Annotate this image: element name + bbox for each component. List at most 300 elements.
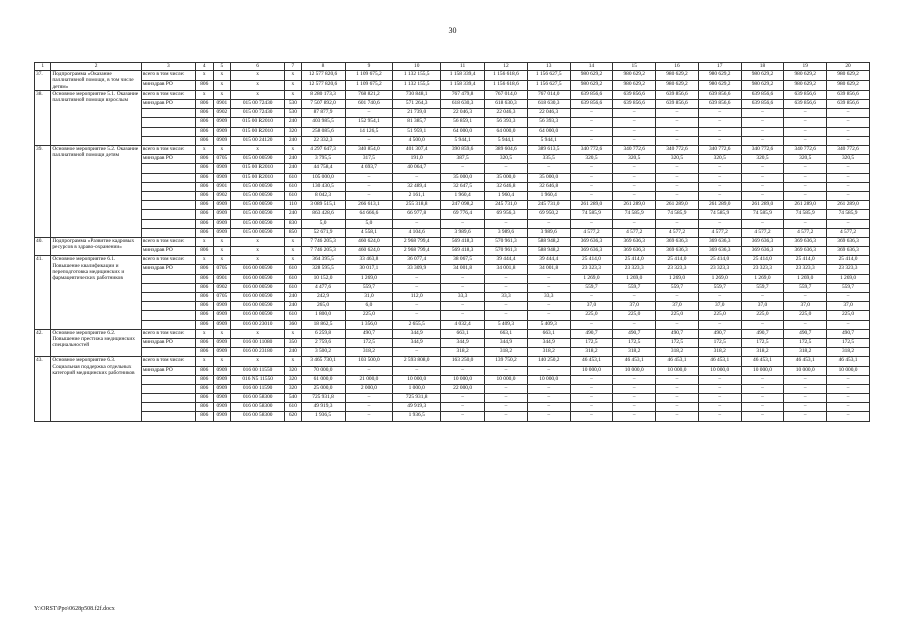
value-cell: 172,5 — [613, 338, 656, 347]
value-cell: 806 — [195, 136, 213, 145]
value-cell: 369 636,3 — [613, 237, 656, 246]
value-cell: 4 577,2 — [656, 228, 699, 237]
value-cell: 369 636,3 — [784, 237, 827, 246]
value-cell: 639 856,6 — [784, 90, 827, 99]
value-cell: – — [741, 375, 784, 384]
value-cell: 015 00 R2010 — [231, 173, 285, 182]
value-cell: 225,0 — [784, 311, 827, 320]
value-cell: 23 323,3 — [698, 265, 741, 274]
value-cell: 344,9 — [441, 338, 485, 347]
value-cell: 0909 — [213, 366, 231, 375]
value-cell: 806 — [195, 265, 213, 274]
value-cell: 340 772,6 — [698, 146, 741, 155]
program-title: Основное мероприятие 5.1. Оказание паллиативной помощи взрослым — [51, 90, 142, 145]
table-row — [35, 219, 870, 228]
value-cell: – — [784, 412, 827, 421]
value-cell: 015 00 00590 — [231, 219, 285, 228]
value-cell: 4 577,2 — [698, 228, 741, 237]
value-cell: – — [741, 293, 784, 302]
value-cell: 110 — [285, 201, 301, 210]
value-cell: 1 960,4 — [527, 191, 570, 200]
value-cell: x — [285, 71, 301, 81]
value-cell: 2 000,0 — [345, 384, 393, 393]
value-cell: – — [827, 109, 870, 118]
value-cell: 317,5 — [345, 155, 393, 164]
value-cell: – — [613, 219, 656, 228]
value-cell: – — [485, 403, 528, 412]
value-cell: 1 109 675,2 — [345, 71, 393, 81]
value-cell: – — [613, 136, 656, 145]
value-cell: 980 629,2 — [784, 71, 827, 81]
table-row — [35, 403, 870, 412]
value-cell: x — [285, 329, 301, 338]
value-cell: 620 — [285, 412, 301, 421]
value-cell: – — [613, 384, 656, 393]
value-cell: – — [345, 412, 393, 421]
value-cell: 490,7 — [656, 329, 699, 338]
value-cell: 74 585,9 — [656, 210, 699, 219]
value-cell: 5,0 — [345, 219, 393, 228]
value-cell: 806 — [195, 191, 213, 200]
value-cell: 0909 — [213, 201, 231, 210]
executor-cell: всего в том числе: — [141, 357, 195, 366]
value-cell: – — [485, 283, 528, 292]
value-cell: 863 428,6 — [301, 210, 345, 219]
value-cell: – — [656, 293, 699, 302]
value-cell: 33 463,8 — [345, 256, 393, 265]
row-number: 40. — [35, 237, 51, 255]
value-cell: 33 309,9 — [393, 265, 441, 274]
value-cell: 23 323,3 — [741, 265, 784, 274]
value-cell: 247 098,2 — [441, 201, 485, 210]
column-number: 17 — [698, 63, 741, 71]
value-cell: 639 856,6 — [613, 90, 656, 99]
value-cell: – — [784, 109, 827, 118]
value-cell: x — [231, 146, 285, 155]
value-cell: 240 — [285, 302, 301, 311]
value-cell: 22 000,0 — [441, 384, 485, 393]
value-cell: 389 604,6 — [485, 146, 528, 155]
value-cell: 806 — [195, 80, 213, 90]
executor-cell — [141, 403, 195, 412]
value-cell: – — [570, 394, 613, 403]
value-cell: 571 264,3 — [393, 100, 441, 109]
value-cell: – — [393, 348, 441, 357]
table-row — [35, 375, 870, 384]
executor-cell — [141, 164, 195, 173]
value-cell: – — [656, 320, 699, 329]
value-cell: 225,0 — [345, 311, 393, 320]
value-cell: – — [698, 403, 741, 412]
value-cell: 320,5 — [613, 155, 656, 164]
value-cell: 806 — [195, 247, 213, 256]
value-cell: – — [393, 274, 441, 283]
value-cell: – — [485, 384, 528, 393]
table-row — [35, 384, 870, 393]
value-cell: x — [213, 237, 231, 246]
value-cell: 610 — [285, 403, 301, 412]
value-cell: – — [698, 173, 741, 182]
value-cell: – — [741, 403, 784, 412]
value-cell: 730 848,1 — [393, 90, 441, 99]
table-row — [35, 201, 870, 210]
value-cell: 015 00 00590 — [231, 155, 285, 164]
value-cell: 23 323,3 — [827, 265, 870, 274]
value-cell: 806 — [195, 274, 213, 283]
program-title: Основное мероприятие 6.2. Повышение престижа медицинских специальностей — [51, 329, 142, 357]
value-cell: 015 00 00590 — [231, 210, 285, 219]
value-cell: – — [441, 311, 485, 320]
value-cell: 559,7 — [698, 283, 741, 292]
value-cell: 767 014,0 — [527, 90, 570, 99]
value-cell: 261 289,0 — [570, 201, 613, 210]
value-cell: – — [741, 164, 784, 173]
value-cell: 980 629,2 — [570, 80, 613, 90]
table-row — [35, 283, 870, 292]
value-cell: x — [285, 357, 301, 366]
value-cell: 0902 — [213, 191, 231, 200]
value-cell: 540 — [285, 394, 301, 403]
value-cell: 318,2 — [656, 348, 699, 357]
value-cell: 369 636,3 — [698, 247, 741, 256]
value-cell: 12 577 820,6 — [301, 71, 345, 81]
value-cell: – — [527, 274, 570, 283]
value-cell: 10 000,0 — [393, 375, 441, 384]
value-cell: 318,2 — [570, 348, 613, 357]
value-cell: 639 856,6 — [656, 90, 699, 99]
value-cell: 172,5 — [827, 338, 870, 347]
value-cell: 225,0 — [613, 311, 656, 320]
value-cell: 49 919,3 — [301, 403, 345, 412]
table-row — [35, 265, 870, 274]
value-cell: 74 585,9 — [570, 210, 613, 219]
value-cell: – — [441, 283, 485, 292]
value-cell: 261 289,0 — [827, 201, 870, 210]
value-cell: – — [827, 219, 870, 228]
value-cell: 639 856,6 — [784, 100, 827, 109]
value-cell: 1 156 618,6 — [485, 71, 528, 81]
executor-cell: минздрав РО — [141, 265, 195, 274]
value-cell: 490,7 — [613, 329, 656, 338]
page-number: 30 — [448, 26, 457, 35]
value-cell: x — [231, 80, 285, 90]
value-cell: 32 646,8 — [485, 182, 528, 191]
value-cell: 32 646,8 — [527, 182, 570, 191]
value-cell: 34 001,8 — [527, 265, 570, 274]
value-cell: – — [393, 366, 441, 375]
value-cell: 980 629,2 — [698, 80, 741, 90]
value-cell: 015 00 R2010 — [231, 127, 285, 136]
value-cell: 1 132 155,5 — [393, 71, 441, 81]
table-row — [35, 71, 870, 81]
value-cell: 87 877,9 — [301, 109, 345, 118]
value-cell: – — [570, 412, 613, 421]
value-cell: 016 00 58300 — [231, 412, 285, 421]
value-cell: 015 00 00590 — [231, 228, 285, 237]
column-number: 8 — [301, 63, 345, 71]
value-cell: 36 077,4 — [393, 256, 441, 265]
value-cell: – — [827, 182, 870, 191]
value-cell: 0909 — [213, 384, 231, 393]
value-cell: – — [698, 118, 741, 127]
table-row — [35, 210, 870, 219]
table-row — [35, 127, 870, 136]
row-number: 38. — [35, 90, 51, 145]
value-cell: 34 001,8 — [485, 265, 528, 274]
executor-cell — [141, 311, 195, 320]
value-cell: 4 577,2 — [570, 228, 613, 237]
value-cell: – — [485, 219, 528, 228]
value-cell: 265,0 — [301, 302, 345, 311]
value-cell: 559,7 — [741, 283, 784, 292]
value-cell: 10 000,0 — [741, 366, 784, 375]
value-cell: – — [827, 403, 870, 412]
value-cell: – — [656, 127, 699, 136]
value-cell: 0909 — [213, 164, 231, 173]
value-cell: 10 000,0 — [656, 366, 699, 375]
value-cell: – — [485, 302, 528, 311]
value-cell: 64 000,0 — [485, 127, 528, 136]
executor-cell — [141, 228, 195, 237]
value-cell: – — [345, 366, 393, 375]
executor-cell: всего в том числе: — [141, 256, 195, 265]
value-cell: – — [698, 127, 741, 136]
value-cell: – — [784, 136, 827, 145]
value-cell: 0909 — [213, 127, 231, 136]
value-cell: 240 — [285, 118, 301, 127]
value-cell: 340 772,6 — [570, 146, 613, 155]
value-cell: 980 629,2 — [741, 71, 784, 81]
value-cell: 40 064,7 — [393, 164, 441, 173]
value-cell: 0909 — [213, 302, 231, 311]
table-row — [35, 118, 870, 127]
value-cell: 320,5 — [741, 155, 784, 164]
value-cell: 2 968 799,4 — [393, 247, 441, 256]
table-row — [35, 256, 870, 265]
value-cell: 369 636,3 — [698, 237, 741, 246]
value-cell: 245 731,0 — [485, 201, 528, 210]
value-cell: 344,9 — [485, 338, 528, 347]
value-cell: 35 000,0 — [441, 173, 485, 182]
value-cell: – — [570, 164, 613, 173]
value-cell: 335,5 — [527, 155, 570, 164]
executor-cell — [141, 320, 195, 329]
value-cell: 401 307,4 — [393, 146, 441, 155]
value-cell: 015 00 00590 — [231, 191, 285, 200]
value-cell: 240 — [285, 164, 301, 173]
value-cell: 369 636,3 — [741, 247, 784, 256]
value-cell: 490,7 — [570, 329, 613, 338]
value-cell: 35 000,0 — [527, 173, 570, 182]
value-cell: – — [827, 384, 870, 393]
value-cell: 139 750,2 — [485, 357, 528, 366]
value-cell: 0902 — [213, 109, 231, 118]
table-row — [35, 136, 870, 145]
value-cell: x — [285, 247, 301, 256]
value-cell: 130 430,5 — [301, 182, 345, 191]
value-cell: 51 959,1 — [393, 127, 441, 136]
executor-cell — [141, 201, 195, 210]
table-row — [35, 164, 870, 173]
value-cell: 0901 — [213, 274, 231, 283]
value-cell: 140 250,2 — [527, 357, 570, 366]
value-cell: 015 00 00590 — [231, 201, 285, 210]
value-cell: 5 944,1 — [485, 136, 528, 145]
value-cell: – — [741, 384, 784, 393]
table-row — [35, 338, 870, 347]
value-cell: – — [656, 191, 699, 200]
value-cell: – — [741, 127, 784, 136]
value-cell: x — [213, 71, 231, 81]
value-cell: – — [345, 136, 393, 145]
table-row — [35, 274, 870, 283]
value-cell: 016 00 11590 — [231, 384, 285, 393]
value-cell: – — [441, 412, 485, 421]
value-cell: – — [656, 403, 699, 412]
value-cell: – — [827, 293, 870, 302]
value-cell: 74 585,9 — [827, 210, 870, 219]
value-cell: 369 636,3 — [570, 247, 613, 256]
executor-cell: минздрав РО — [141, 338, 195, 347]
value-cell: 37,0 — [827, 302, 870, 311]
value-cell: – — [393, 283, 441, 292]
value-cell: 33,3 — [441, 293, 485, 302]
value-cell: 0705 — [213, 293, 231, 302]
value-cell: 588 948,2 — [527, 237, 570, 246]
value-cell: 369 636,3 — [827, 247, 870, 256]
value-cell: – — [656, 173, 699, 182]
value-cell: – — [441, 164, 485, 173]
value-cell: 225,0 — [698, 311, 741, 320]
value-cell: 369 636,3 — [613, 247, 656, 256]
value-cell: 32 647,5 — [441, 182, 485, 191]
value-cell: – — [827, 136, 870, 145]
value-cell: – — [570, 173, 613, 182]
value-cell: 806 — [195, 100, 213, 109]
value-cell: 390 859,6 — [441, 146, 485, 155]
value-cell: 015 00 24120 — [231, 136, 285, 145]
value-cell: 403 985,5 — [301, 118, 345, 127]
value-cell: 172,5 — [570, 338, 613, 347]
executor-cell — [141, 219, 195, 228]
value-cell: 460 624,0 — [345, 247, 393, 256]
value-cell: 318,2 — [485, 348, 528, 357]
value-cell: – — [345, 403, 393, 412]
value-cell: 806 — [195, 182, 213, 191]
value-cell: 3 989,6 — [485, 228, 528, 237]
value-cell: 152 954,1 — [345, 118, 393, 127]
value-cell: x — [231, 90, 285, 99]
value-cell: – — [613, 182, 656, 191]
value-cell: – — [613, 191, 656, 200]
value-cell: – — [613, 403, 656, 412]
value-cell: 806 — [195, 283, 213, 292]
value-cell: 1 960,4 — [441, 191, 485, 200]
value-cell: 1 269,0 — [345, 274, 393, 283]
value-cell: 369 636,3 — [656, 247, 699, 256]
value-cell: x — [195, 329, 213, 338]
value-cell: 980 629,2 — [784, 80, 827, 90]
column-number: 3 — [141, 63, 195, 71]
value-cell: 610 — [285, 191, 301, 200]
table-row — [35, 237, 870, 246]
value-cell: 46 453,1 — [613, 357, 656, 366]
value-cell: – — [741, 219, 784, 228]
value-cell: 490,7 — [741, 329, 784, 338]
value-cell: 4 104,6 — [393, 228, 441, 237]
value-cell: – — [570, 219, 613, 228]
value-cell: 46 453,1 — [784, 357, 827, 366]
value-cell: 4 500,0 — [393, 136, 441, 145]
row-number: 42. — [35, 329, 51, 357]
table-row — [35, 100, 870, 109]
value-cell: 64 000,0 — [441, 127, 485, 136]
value-cell: 0909 — [213, 348, 231, 357]
column-number: 15 — [613, 63, 656, 71]
value-cell: – — [656, 219, 699, 228]
value-cell: – — [784, 320, 827, 329]
value-cell: 015 00 72430 — [231, 100, 285, 109]
column-number: 6 — [231, 63, 285, 71]
value-cell: 1 356,0 — [345, 320, 393, 329]
value-cell: 318,2 — [698, 348, 741, 357]
value-cell: – — [698, 219, 741, 228]
table-row — [35, 412, 870, 421]
table-row — [35, 357, 870, 366]
value-cell: x — [231, 329, 285, 338]
value-cell: x — [213, 90, 231, 99]
value-cell: 0705 — [213, 155, 231, 164]
value-cell: 21 000,0 — [345, 375, 393, 384]
value-cell: x — [231, 256, 285, 265]
value-cell: 69 956,3 — [485, 210, 528, 219]
value-cell: 10 000,0 — [613, 366, 656, 375]
value-cell: 1 132 155,5 — [393, 80, 441, 90]
column-number: 13 — [527, 63, 570, 71]
value-cell: 016 00 11080 — [231, 338, 285, 347]
value-cell: 318,2 — [741, 348, 784, 357]
value-cell: – — [741, 109, 784, 118]
value-cell: 850 — [285, 228, 301, 237]
value-cell: – — [527, 366, 570, 375]
value-cell: 318,2 — [441, 348, 485, 357]
value-cell: 806 — [195, 403, 213, 412]
value-cell: 37,0 — [784, 302, 827, 311]
value-cell: – — [527, 164, 570, 173]
value-cell: 639 856,6 — [698, 90, 741, 99]
value-cell: 369 636,3 — [656, 237, 699, 246]
value-cell: 8 042,3 — [301, 191, 345, 200]
value-cell: 0705 — [213, 265, 231, 274]
value-cell: – — [485, 311, 528, 320]
value-cell: 7 746 205,3 — [301, 247, 345, 256]
value-cell: – — [570, 118, 613, 127]
value-cell: – — [441, 219, 485, 228]
table-row — [35, 311, 870, 320]
value-cell: – — [485, 274, 528, 283]
value-cell: 56 859,1 — [441, 118, 485, 127]
value-cell: 015 00 72430 — [231, 109, 285, 118]
table-row — [35, 155, 870, 164]
value-cell: 350 — [285, 338, 301, 347]
value-cell: – — [741, 118, 784, 127]
value-cell: – — [741, 320, 784, 329]
value-cell: – — [827, 375, 870, 384]
value-cell: – — [527, 219, 570, 228]
table-row — [35, 146, 870, 155]
value-cell: 5,0 — [301, 219, 345, 228]
value-cell: – — [656, 384, 699, 393]
